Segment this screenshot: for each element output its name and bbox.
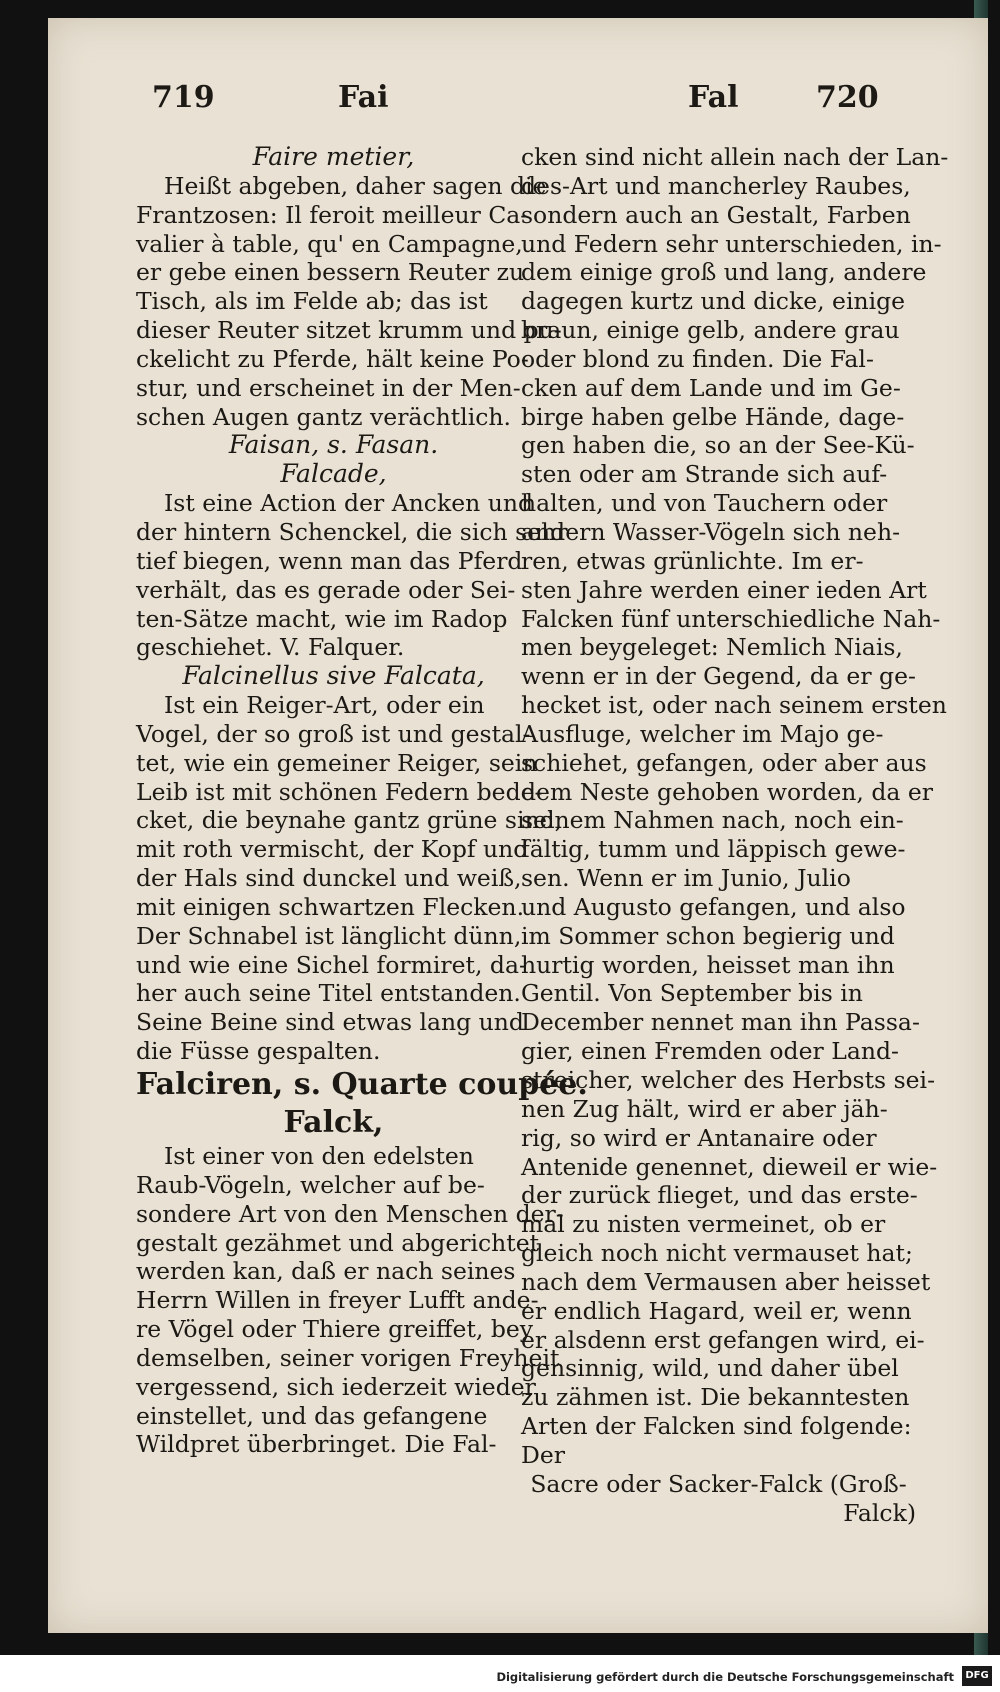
text-line: Ausfluge, welcher im Majo ge- (521, 719, 884, 748)
text-line: gier, einen Fremden oder Land- (521, 1037, 899, 1066)
text-line: des-Art und mancherley Raubes, (521, 171, 911, 200)
right-text-column (521, 143, 949, 1528)
text-line: Antenide genennet, dieweil er wie- (521, 1152, 938, 1181)
text-line: Raub-Vögeln, welcher auf be- (136, 1170, 485, 1199)
text-line: nen Zug hält, wird er aber jäh- (521, 1094, 888, 1123)
text-line: Faisan, s. Fasan. (228, 430, 439, 460)
text-line: er endlich Hagard, weil er, wenn (521, 1296, 912, 1325)
text-line: Falck, (283, 1105, 384, 1140)
text-line: sondern auch an Gestalt, Farben (521, 200, 911, 229)
left-page-number: 719 (152, 80, 215, 115)
text-line: sten Jahre werden einer ieden Art (521, 575, 927, 604)
text-line: sen. Wenn er im Junio, Julio (521, 864, 851, 893)
text-line: Falciren, s. Quarte coupée. (136, 1067, 588, 1102)
text-line: Falcade, (280, 459, 387, 489)
text-line: Der Schnabel ist länglicht dünn, (136, 921, 522, 950)
text-line: Seine Beine sind etwas lang und (136, 1008, 524, 1037)
text-line: die Füsse gespalten. (136, 1037, 381, 1066)
text-line: ckelicht zu Pferde, hält keine Po- (136, 344, 529, 373)
text-line: der hintern Schenckel, die sich sehr (136, 517, 568, 546)
text-line: birge haben gelbe Hände, dage- (521, 402, 905, 431)
text-line: nach dem Vermausen aber heisset (521, 1267, 931, 1296)
text-line: er alsdenn erst gefangen wird, ei- (521, 1325, 925, 1354)
text-line: cken auf dem Lande und im Ge- (521, 373, 901, 402)
text-line: Wildpret überbringet. Die Fal- (136, 1430, 497, 1459)
text-line: zu zähmen ist. Die bekanntesten (521, 1383, 910, 1412)
text-line: Der (521, 1440, 565, 1469)
text-line: Heißt abgeben, daher sagen die (164, 171, 547, 200)
left-running-head: Fai (338, 80, 389, 115)
text-line: seinem Nahmen nach, noch ein- (521, 806, 904, 835)
text-line: schiehet, gefangen, oder aber aus (521, 748, 927, 777)
text-line: vergessend, sich iederzeit wieder (136, 1372, 536, 1401)
text-line: Ist einer von den edelsten (164, 1142, 474, 1170)
text-line: und Augusto gefangen, und also (521, 892, 906, 921)
text-line: Sacre oder Sacker-Falck (Groß- (530, 1469, 907, 1498)
text-line: tief biegen, wenn man das Pferd (136, 546, 523, 575)
text-line: schen Augen gantz verächtlich. (136, 402, 511, 431)
text-line: ren, etwas grünlichte. Im er- (521, 546, 864, 575)
text-line: gleich noch nicht vermauset hat; (521, 1239, 913, 1268)
text-line: oder blond zu finden. Die Fal- (521, 344, 874, 373)
text-line: und wie eine Sichel formiret, da- (136, 950, 527, 979)
text-line: verhält, das es gerade oder Sei- (136, 575, 516, 604)
text-line: Falcken fünf unterschiedliche Nah- (521, 604, 941, 633)
text-line: Falcinellus sive Falcata, (182, 661, 485, 691)
text-line: mal zu nisten vermeinet, ob er (521, 1210, 886, 1239)
text-line: December nennet man ihn Passa- (521, 1008, 920, 1037)
text-line: der Hals sind dunckel und weiß, (136, 864, 522, 893)
left-text-column (136, 142, 588, 1459)
text-line: fältig, tumm und läppisch gewe- (521, 835, 906, 864)
text-line: geschiehet. V. Falquer. (136, 633, 405, 662)
text-line: mit roth vermischt, der Kopf und (136, 835, 529, 864)
text-line: cket, die beynahe gantz grüne sind, (136, 806, 563, 835)
text-line: men beygeleget: Nemlich Niais, (521, 633, 903, 662)
text-line: re Vögel oder Thiere greiffet, bey (136, 1315, 534, 1344)
text-line: hurtig worden, heisset man ihn (521, 950, 895, 979)
text-line: wenn er in der Gegend, da er ge- (521, 662, 916, 691)
text-line: Frantzosen: Il feroit meilleur Ca- (136, 200, 529, 229)
text-line: Ist eine Action der Ancken und (164, 489, 534, 518)
text-line: Herrn Willen in freyer Lufft ande- (136, 1286, 539, 1315)
text-line: streicher, welcher des Herbsts sei- (521, 1066, 936, 1094)
text-line: dem einige groß und lang, andere (521, 258, 927, 287)
text-line: Ist ein Reiger-Art, oder ein (164, 691, 485, 720)
text-line: dagegen kurtz und dicke, einige (521, 287, 906, 316)
text-line: sten oder am Strande sich auf- (521, 460, 888, 489)
text-line: cken sind nicht allein nach der Lan- (521, 143, 949, 171)
text-line: stur, und erscheinet in der Men- (136, 373, 521, 402)
text-line: andern Wasser-Vögeln sich neh- (521, 517, 901, 546)
text-line: Vogel, der so groß ist und gestal- (136, 719, 531, 748)
right-running-head: Fal (688, 80, 739, 115)
text-line: einstellet, und das gefangene (136, 1401, 488, 1430)
text-line: ten-Sätze macht, wie im Radop (136, 604, 508, 633)
text-line: mit einigen schwartzen Flecken. (136, 892, 525, 921)
text-line: er gebe einen bessern Reuter zu (136, 258, 525, 287)
footer-credit: Digitalisierung gefördert durch die Deutsche Forschungsgemeinschaft (496, 1670, 954, 1684)
text-line: Arten der Falcken sind folgende: (521, 1412, 912, 1441)
text-line: der zurück flieget, und das erste- (521, 1181, 918, 1210)
text-line: werden kan, daß er nach seines (136, 1257, 516, 1286)
text-line: Gentil. Von September bis in (521, 979, 863, 1008)
book-page (48, 18, 988, 1633)
text-line: braun, einige gelb, andere grau (521, 316, 900, 345)
text-line: demselben, seiner vorigen Freyheit (136, 1343, 560, 1372)
text-line: hecket ist, oder nach seinem ersten (521, 691, 947, 720)
text-line: tet, wie ein gemeiner Reiger, sein (136, 748, 538, 777)
text-line: dieser Reuter sitzet krumm und pu- (136, 316, 562, 345)
right-page-number: 720 (816, 80, 879, 115)
text-line: und Federn sehr unterschieden, in- (521, 229, 942, 258)
text-line: valier à table, qu' en Campagne, (136, 229, 523, 258)
footer-bar (0, 1662, 1000, 1692)
text-line: gen haben die, so an der See-Kü- (521, 431, 915, 460)
text-line: halten, und von Tauchern oder (521, 489, 888, 518)
text-line: Falck) (843, 1498, 916, 1527)
text-line: rig, so wird er Antanaire oder (521, 1123, 877, 1152)
text-line: Tisch, als im Felde ab; das ist (136, 287, 488, 316)
text-line: gensinnig, wild, und daher übel (521, 1354, 899, 1383)
text-line: her auch seine Titel entstanden. (136, 979, 521, 1008)
text-line: Faire metier, (252, 142, 415, 171)
dfg-logo: DFG (962, 1666, 992, 1686)
text-line: im Sommer schon begierig und (521, 921, 895, 950)
text-line: gestalt gezähmet und abgerichtet (136, 1228, 540, 1257)
text-line: Leib ist mit schönen Federn bede- (136, 777, 543, 806)
text-line: dem Neste gehoben worden, da er (521, 777, 934, 806)
text-line: sondere Art von den Menschen der- (136, 1199, 564, 1228)
